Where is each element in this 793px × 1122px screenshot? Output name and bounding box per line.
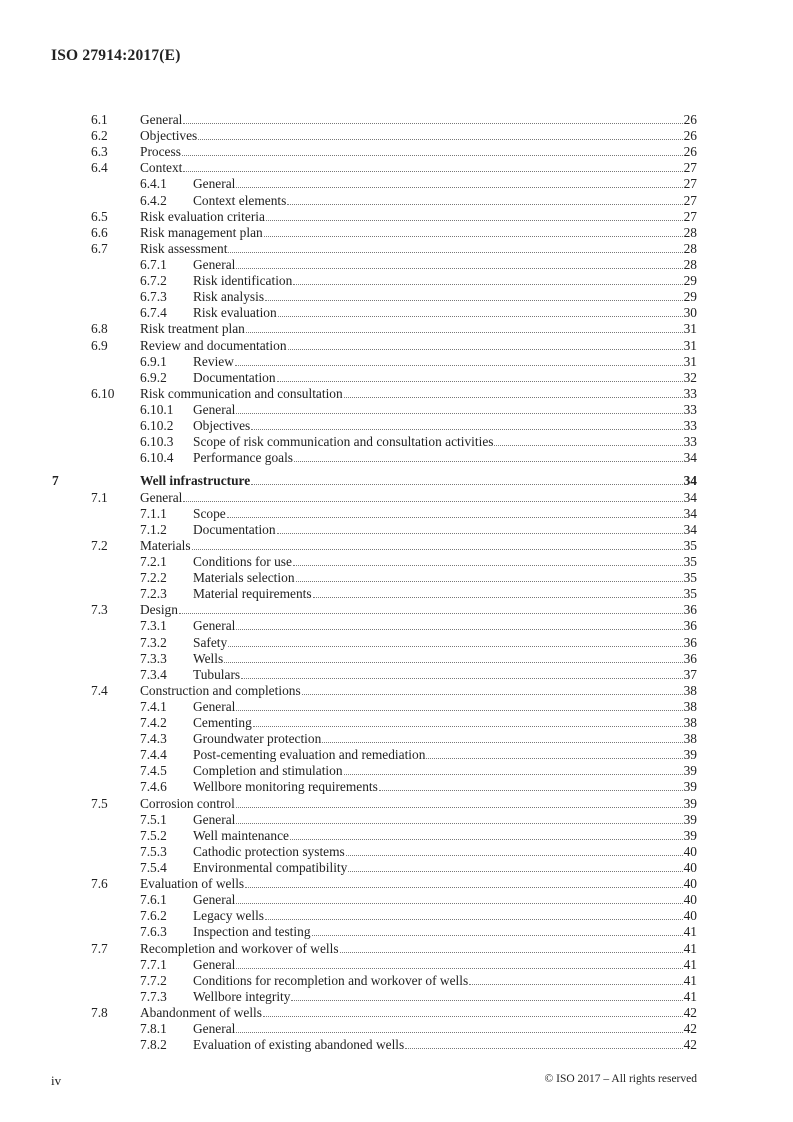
toc-entry-title: Abandonment of wells bbox=[140, 1005, 262, 1021]
toc-entry[interactable] bbox=[0, 731, 793, 747]
toc-entry-number: 7.4.4 bbox=[140, 747, 167, 763]
dot-leader bbox=[236, 957, 682, 969]
toc-entry-number: 7.3.3 bbox=[140, 650, 167, 666]
toc-entry-title: Wellbore monitoring requirements bbox=[193, 779, 378, 795]
toc-entry-title: Conditions for recompletion and workover of wells bbox=[193, 972, 469, 988]
toc-entry-page: 40 bbox=[683, 860, 697, 876]
toc-entry-page: 42 bbox=[683, 1021, 697, 1037]
dot-leader bbox=[469, 973, 682, 985]
toc-entry-number: 6.7.2 bbox=[140, 273, 167, 289]
toc-entry-number: 7.2.3 bbox=[140, 586, 167, 602]
toc-entry-page: 37 bbox=[683, 666, 697, 682]
toc-entry[interactable] bbox=[0, 490, 793, 506]
dot-leader bbox=[265, 289, 683, 301]
toc-entry-title: Review and documentation bbox=[140, 337, 287, 353]
toc-entry-page: 33 bbox=[683, 418, 697, 434]
toc-entry-page: 27 bbox=[683, 160, 697, 176]
dot-leader bbox=[313, 586, 683, 598]
dot-leader bbox=[405, 1037, 682, 1049]
dot-leader bbox=[224, 651, 682, 663]
toc-entry-page: 33 bbox=[683, 434, 697, 450]
toc-entry-page: 34 bbox=[683, 489, 697, 505]
toc-entry-page: 41 bbox=[683, 972, 697, 988]
dot-leader bbox=[251, 473, 682, 485]
toc-entry-page: 36 bbox=[683, 618, 697, 634]
toc-entry-title: Construction and completions bbox=[140, 682, 301, 698]
document-header: ISO 27914:2017(E) bbox=[51, 47, 181, 64]
toc-entry-number: 6.9.2 bbox=[140, 369, 167, 385]
toc-entry[interactable] bbox=[0, 860, 793, 876]
dot-leader bbox=[183, 490, 682, 502]
dot-leader bbox=[288, 338, 683, 350]
toc-entry[interactable] bbox=[0, 354, 793, 370]
toc-entry[interactable] bbox=[0, 386, 793, 402]
toc-entry-number: 7.2.2 bbox=[140, 570, 167, 586]
toc-entry-title: Materials selection bbox=[193, 570, 295, 586]
toc-entry[interactable] bbox=[0, 957, 793, 973]
toc-entry[interactable] bbox=[0, 892, 793, 908]
toc-entry-number: 6.4 bbox=[91, 160, 108, 176]
dot-leader bbox=[287, 193, 682, 205]
dot-leader bbox=[278, 305, 683, 317]
toc-entry-page: 28 bbox=[683, 256, 697, 272]
toc-entry-page: 34 bbox=[683, 505, 697, 521]
dot-leader bbox=[263, 1005, 683, 1017]
toc-entry-number: 6.9 bbox=[91, 337, 108, 353]
dot-leader bbox=[241, 667, 682, 679]
toc-entry[interactable] bbox=[0, 924, 793, 940]
dot-leader bbox=[266, 209, 683, 221]
toc-entry-number: 7.8.2 bbox=[140, 1037, 167, 1053]
toc-entry-title: Risk evaluation bbox=[193, 305, 277, 321]
toc-entry[interactable] bbox=[0, 779, 793, 795]
toc-entry[interactable] bbox=[0, 402, 793, 418]
toc-entry-number: 6.6 bbox=[91, 224, 108, 240]
toc-entry-page: 36 bbox=[683, 634, 697, 650]
toc-entry-page: 26 bbox=[683, 112, 697, 127]
toc-entry-title: Risk assessment bbox=[140, 240, 228, 256]
toc-entry-title: Risk management plan bbox=[140, 224, 263, 240]
toc-entry[interactable] bbox=[0, 473, 793, 489]
toc-entry-title: Inspection and testing bbox=[193, 924, 311, 940]
toc-entry-number: 7.2.1 bbox=[140, 553, 167, 569]
toc-entry-title: General bbox=[193, 1021, 236, 1037]
toc-entry[interactable] bbox=[0, 796, 793, 812]
toc-entry[interactable] bbox=[0, 635, 793, 651]
toc-entry-title: General bbox=[193, 176, 236, 192]
toc-entry-number: 7.5.3 bbox=[140, 843, 167, 859]
toc-entry-page: 39 bbox=[683, 811, 697, 827]
dot-leader bbox=[236, 892, 682, 904]
toc-entry-page: 33 bbox=[683, 385, 697, 401]
toc-entry-number: 7.4.2 bbox=[140, 715, 167, 731]
toc-entry-number: 7.4 bbox=[91, 682, 108, 698]
toc-entry[interactable] bbox=[0, 586, 793, 602]
toc-entry-number: 7.2 bbox=[91, 537, 108, 553]
toc-entry-title: Safety bbox=[193, 634, 228, 650]
toc-entry-page: 38 bbox=[683, 731, 697, 747]
dot-leader bbox=[228, 635, 682, 647]
toc-entry-page: 34 bbox=[683, 450, 697, 466]
dot-leader bbox=[182, 144, 683, 156]
toc-entry-number: 7.4.5 bbox=[140, 763, 167, 779]
toc-entry-page: 35 bbox=[683, 553, 697, 569]
toc-entry-page: 39 bbox=[683, 827, 697, 843]
toc-entry-number: 7.6 bbox=[91, 876, 108, 892]
toc-entry-page: 35 bbox=[683, 586, 697, 602]
dot-leader bbox=[265, 908, 683, 920]
toc-entry-title: Risk evaluation criteria bbox=[140, 208, 265, 224]
dot-leader bbox=[348, 860, 682, 872]
toc-entry-page: 31 bbox=[683, 321, 697, 337]
dot-leader bbox=[179, 602, 683, 614]
toc-entry-number: 6.10.1 bbox=[140, 401, 174, 417]
toc-entry-number: 7.5.4 bbox=[140, 860, 167, 876]
toc-entry[interactable] bbox=[0, 209, 793, 225]
toc-entry-page: 26 bbox=[683, 128, 697, 144]
dot-leader bbox=[198, 128, 682, 140]
toc-entry-number: 7.3 bbox=[91, 602, 108, 618]
dot-leader bbox=[228, 241, 682, 253]
toc-entry-page: 29 bbox=[683, 289, 697, 305]
toc-entry-number: 6.2 bbox=[91, 128, 108, 144]
toc-entry[interactable] bbox=[0, 160, 793, 176]
toc-entry-title: Material requirements bbox=[193, 586, 312, 602]
toc-entry-page: 38 bbox=[683, 715, 697, 731]
toc-entry-page: 41 bbox=[683, 956, 697, 972]
dot-leader bbox=[236, 618, 682, 630]
toc-entry-title: Documentation bbox=[193, 521, 276, 537]
toc-entry-title: Risk communication and consultation bbox=[140, 385, 343, 401]
toc-entry[interactable] bbox=[0, 434, 793, 450]
toc-entry[interactable] bbox=[0, 538, 793, 554]
toc-entry-title: Performance goals bbox=[193, 450, 294, 466]
toc-entry-title: Conditions for use bbox=[193, 553, 292, 569]
toc-entry-title: Evaluation of existing abandoned wells bbox=[193, 1037, 405, 1053]
toc-entry[interactable] bbox=[0, 450, 793, 466]
toc-entry[interactable] bbox=[0, 522, 793, 538]
dot-leader bbox=[277, 522, 683, 534]
toc-entry-title: Scope of risk communication and consultation activities bbox=[193, 434, 494, 450]
toc-entry[interactable] bbox=[0, 289, 793, 305]
toc-entry[interactable] bbox=[0, 1037, 793, 1053]
toc-entry-number: 7.1.2 bbox=[140, 521, 167, 537]
toc-entry-title: Objectives bbox=[193, 418, 251, 434]
toc-entry-title: Wellbore integrity bbox=[193, 988, 291, 1004]
toc-entry[interactable] bbox=[0, 305, 793, 321]
toc-entry[interactable] bbox=[0, 602, 793, 618]
dot-leader bbox=[344, 386, 683, 398]
toc-entry-title: Scope bbox=[193, 505, 226, 521]
toc-entry[interactable] bbox=[0, 257, 793, 273]
toc-entry-number: 7.4.6 bbox=[140, 779, 167, 795]
dot-leader bbox=[253, 715, 683, 727]
toc-entry-title: Process bbox=[140, 144, 181, 160]
toc-entry-title: General bbox=[140, 489, 183, 505]
dot-leader bbox=[227, 506, 683, 518]
toc-entry[interactable] bbox=[0, 176, 793, 192]
toc-entry-number: 7.5 bbox=[91, 795, 108, 811]
toc-entry-page: 34 bbox=[683, 473, 697, 489]
toc-entry-number: 7.4.3 bbox=[140, 731, 167, 747]
toc-entry-title: Documentation bbox=[193, 369, 276, 385]
toc-entry[interactable] bbox=[0, 651, 793, 667]
toc-entry-title: Risk identification bbox=[193, 273, 293, 289]
toc-entry[interactable] bbox=[0, 989, 793, 1005]
dot-leader bbox=[183, 160, 682, 172]
toc-entry-page: 29 bbox=[683, 273, 697, 289]
toc-entry[interactable] bbox=[0, 844, 793, 860]
dot-leader bbox=[346, 844, 683, 856]
toc-entry[interactable] bbox=[0, 828, 793, 844]
toc-entry-title: Completion and stimulation bbox=[193, 763, 343, 779]
toc-entry-title: General bbox=[193, 811, 236, 827]
toc-entry[interactable] bbox=[0, 941, 793, 957]
toc-entry-page: 41 bbox=[683, 924, 697, 940]
toc-entry[interactable] bbox=[0, 225, 793, 241]
toc-entry[interactable] bbox=[0, 683, 793, 699]
toc-entry-number: 7.7.2 bbox=[140, 972, 167, 988]
toc-entry-page: 35 bbox=[683, 570, 697, 586]
toc-entry-page: 36 bbox=[683, 650, 697, 666]
toc-entry-number: 7.1.1 bbox=[140, 505, 167, 521]
toc-entry-page: 27 bbox=[683, 192, 697, 208]
toc-entry-page: 39 bbox=[683, 795, 697, 811]
toc-entry-number: 7.8.1 bbox=[140, 1021, 167, 1037]
toc-entry-number: 7.6.2 bbox=[140, 908, 167, 924]
toc-entry-number: 6.4.2 bbox=[140, 192, 167, 208]
dot-leader bbox=[290, 828, 683, 840]
toc-entry-number: 6.3 bbox=[91, 144, 108, 160]
page-number: iv bbox=[51, 1073, 62, 1088]
dot-leader bbox=[322, 731, 682, 743]
toc-entry-number: 6.1 bbox=[91, 112, 108, 127]
toc-entry-title: Design bbox=[140, 602, 178, 618]
toc-entry-number: 6.4.1 bbox=[140, 176, 167, 192]
toc-entry-number: 7.6.1 bbox=[140, 892, 167, 908]
dot-leader bbox=[293, 273, 682, 285]
toc-entry[interactable] bbox=[0, 876, 793, 892]
toc-entry-page: 41 bbox=[683, 988, 697, 1004]
dot-leader bbox=[236, 812, 682, 824]
toc-entry-page: 28 bbox=[683, 240, 697, 256]
dot-leader bbox=[236, 257, 682, 269]
toc-entry-page: 32 bbox=[683, 369, 697, 385]
toc-entry-title: General bbox=[193, 956, 236, 972]
toc-entry-page: 42 bbox=[683, 1005, 697, 1021]
toc-entry-title: General bbox=[193, 618, 236, 634]
toc-entry-page: 31 bbox=[683, 337, 697, 353]
toc-entry-number: 7.3.1 bbox=[140, 618, 167, 634]
toc-entry-number: 7.8 bbox=[91, 1005, 108, 1021]
dot-leader bbox=[192, 538, 683, 550]
toc-entry-title: General bbox=[193, 698, 236, 714]
toc-entry-number: 7.7.3 bbox=[140, 988, 167, 1004]
toc-entry-title: Wells bbox=[193, 650, 224, 666]
toc-entry-number: 6.7 bbox=[91, 240, 108, 256]
toc-entry[interactable] bbox=[0, 506, 793, 522]
toc-entry-title: Evaluation of wells bbox=[140, 876, 245, 892]
toc-entry-title: Post-cementing evaluation and remediation bbox=[193, 747, 426, 763]
toc-entry[interactable] bbox=[0, 273, 793, 289]
toc-entry-number: 6.9.1 bbox=[140, 353, 167, 369]
dot-leader bbox=[264, 225, 683, 237]
toc-entry[interactable] bbox=[0, 144, 793, 160]
dot-leader bbox=[379, 779, 683, 791]
toc-entry-number: 7.6.3 bbox=[140, 924, 167, 940]
toc-entry-title: Context bbox=[140, 160, 183, 176]
toc-entry-title: General bbox=[140, 112, 183, 127]
dot-leader bbox=[246, 321, 683, 333]
dot-leader bbox=[340, 941, 683, 953]
toc-entry-number: 6.10.3 bbox=[140, 434, 174, 450]
toc-entry[interactable] bbox=[0, 747, 793, 763]
dot-leader bbox=[236, 796, 683, 808]
toc-entry[interactable] bbox=[0, 1005, 793, 1021]
dot-leader bbox=[236, 699, 682, 711]
toc-entry-title: Risk treatment plan bbox=[140, 321, 245, 337]
dot-leader bbox=[235, 354, 683, 366]
toc-entry[interactable] bbox=[0, 193, 793, 209]
toc-entry[interactable] bbox=[0, 1021, 793, 1037]
toc-entry-number: 6.7.3 bbox=[140, 289, 167, 305]
dot-leader bbox=[251, 418, 682, 430]
toc-entry-page: 40 bbox=[683, 892, 697, 908]
toc-entry-number: 6.7.4 bbox=[140, 305, 167, 321]
toc-entry-number: 6.5 bbox=[91, 208, 108, 224]
toc-entry-title: Groundwater protection bbox=[193, 731, 322, 747]
toc-entry-page: 39 bbox=[683, 763, 697, 779]
toc-entry-title: Cementing bbox=[193, 715, 252, 731]
dot-leader bbox=[245, 876, 682, 888]
toc-entry[interactable] bbox=[0, 667, 793, 683]
dot-leader bbox=[236, 402, 682, 414]
toc-entry[interactable] bbox=[0, 338, 793, 354]
toc-entry-page: 28 bbox=[683, 224, 697, 240]
toc-entry-number: 6.10.4 bbox=[140, 450, 174, 466]
toc-entry-title: Risk analysis bbox=[193, 289, 265, 305]
toc-entry-page: 41 bbox=[683, 940, 697, 956]
toc-entry[interactable] bbox=[0, 570, 793, 586]
dot-leader bbox=[183, 112, 682, 124]
toc-entry-number: 6.10.2 bbox=[140, 418, 174, 434]
toc-entry-title: Objectives bbox=[140, 128, 198, 144]
toc-entry-page: 31 bbox=[683, 353, 697, 369]
toc-entry-page: 40 bbox=[683, 908, 697, 924]
toc-entry[interactable] bbox=[0, 908, 793, 924]
dot-leader bbox=[344, 763, 683, 775]
dot-leader bbox=[312, 924, 683, 936]
toc-entry[interactable] bbox=[0, 973, 793, 989]
toc-entry-title: Cathodic protection systems bbox=[193, 843, 345, 859]
toc-entry[interactable] bbox=[0, 321, 793, 337]
toc-entry[interactable] bbox=[0, 715, 793, 731]
toc-entry-number: 7.5.2 bbox=[140, 827, 167, 843]
toc-entry[interactable] bbox=[0, 763, 793, 779]
toc-entry-number: 7.4.1 bbox=[140, 698, 167, 714]
dot-leader bbox=[236, 176, 682, 188]
dot-leader bbox=[236, 1021, 682, 1033]
toc-entry-title: General bbox=[193, 892, 236, 908]
toc-entry-title: Tubulars bbox=[193, 666, 241, 682]
toc-entry-number: 7 bbox=[52, 473, 59, 489]
toc-entry-title: Environmental compatibility bbox=[193, 860, 348, 876]
toc-entry-page: 35 bbox=[683, 537, 697, 553]
toc-entry-page: 40 bbox=[683, 843, 697, 859]
toc-entry-page: 40 bbox=[683, 876, 697, 892]
toc-entry[interactable] bbox=[0, 554, 793, 570]
toc-entry-page: 38 bbox=[683, 682, 697, 698]
toc-entry-page: 33 bbox=[683, 401, 697, 417]
toc-entry-title: General bbox=[193, 401, 236, 417]
toc-entry[interactable] bbox=[0, 618, 793, 634]
toc-entry-page: 34 bbox=[683, 521, 697, 537]
dot-leader bbox=[302, 683, 683, 695]
toc-entry-number: 7.5.1 bbox=[140, 811, 167, 827]
toc-entry-number: 6.10 bbox=[91, 385, 115, 401]
dot-leader bbox=[494, 434, 682, 446]
toc-entry-page: 39 bbox=[683, 779, 697, 795]
toc-entry[interactable] bbox=[0, 112, 793, 128]
table-of-contents bbox=[0, 112, 793, 1053]
toc-entry-number: 6.8 bbox=[91, 321, 108, 337]
dot-leader bbox=[426, 747, 682, 759]
toc-entry-page: 36 bbox=[683, 602, 697, 618]
toc-entry[interactable] bbox=[0, 241, 793, 257]
toc-entry-number: 7.3.2 bbox=[140, 634, 167, 650]
toc-entry-title: Recompletion and workover of wells bbox=[140, 940, 339, 956]
toc-entry-page: 27 bbox=[683, 208, 697, 224]
toc-entry[interactable] bbox=[0, 812, 793, 828]
dot-leader bbox=[277, 370, 683, 382]
toc-entry-title: Review bbox=[193, 353, 234, 369]
toc-entry-title: Corrosion control bbox=[140, 795, 235, 811]
toc-entry-page: 26 bbox=[683, 144, 697, 160]
dot-leader bbox=[291, 989, 682, 1001]
toc-entry-title: Well infrastructure bbox=[140, 473, 251, 489]
toc-entry-number: 7.1 bbox=[91, 489, 108, 505]
toc-entry-number: 6.7.1 bbox=[140, 256, 167, 272]
toc-entry-number: 7.3.4 bbox=[140, 666, 167, 682]
toc-entry[interactable] bbox=[0, 699, 793, 715]
toc-entry-number: 7.7.1 bbox=[140, 956, 167, 972]
toc-entry-title: Well maintenance bbox=[193, 827, 289, 843]
toc-entry-page: 39 bbox=[683, 747, 697, 763]
dot-leader bbox=[293, 554, 683, 566]
copyright-notice: © ISO 2017 – All rights reserved bbox=[544, 1073, 697, 1085]
toc-entry[interactable] bbox=[0, 370, 793, 386]
toc-entry-title: Legacy wells bbox=[193, 908, 265, 924]
toc-entry-title: Context elements bbox=[193, 192, 287, 208]
toc-entry-title: Materials bbox=[140, 537, 191, 553]
toc-entry-page: 38 bbox=[683, 698, 697, 714]
toc-entry[interactable] bbox=[0, 418, 793, 434]
toc-entry-page: 30 bbox=[683, 305, 697, 321]
toc-entry-page: 42 bbox=[683, 1037, 697, 1053]
toc-entry-page: 27 bbox=[683, 176, 697, 192]
toc-entry-title: General bbox=[193, 256, 236, 272]
toc-entry[interactable] bbox=[0, 128, 793, 144]
dot-leader bbox=[294, 450, 683, 462]
dot-leader bbox=[296, 570, 683, 582]
toc-entry-number: 7.7 bbox=[91, 940, 108, 956]
